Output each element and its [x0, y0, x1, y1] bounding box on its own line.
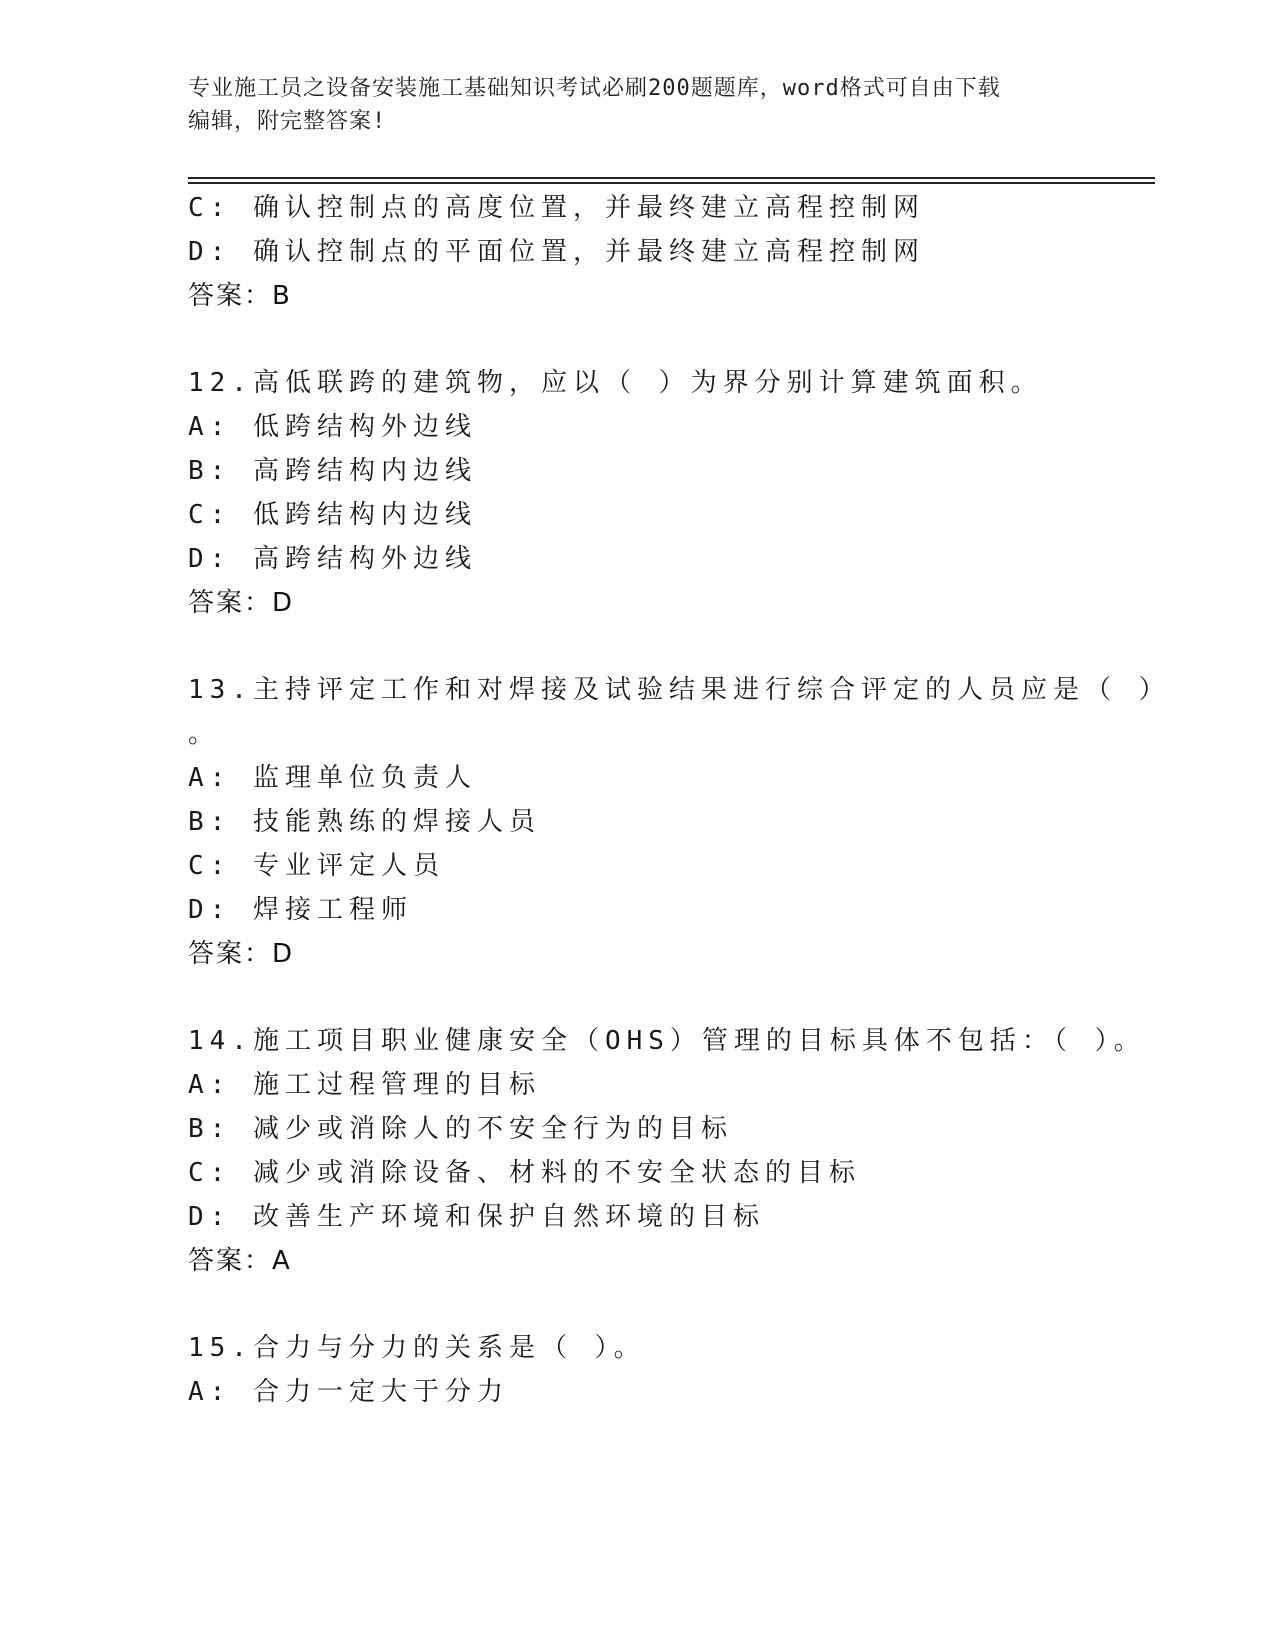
q14-option-d: D: 改善生产环境和保护自然环境的目标 — [188, 1202, 765, 1232]
q11-option-c: C: 确认控制点的高度位置，并最终建立高程控制网 — [188, 193, 925, 223]
q14-option-b: B: 减少或消除人的不安全行为的目标 — [188, 1114, 733, 1144]
q13-option-a: A: 监理单位负责人 — [188, 763, 477, 793]
q12-option-b: B: 高跨结构内边线 — [188, 456, 477, 486]
q13-option-d: D: 焊接工程师 — [188, 895, 413, 925]
q14-option-a: A: 施工过程管理的目标 — [188, 1070, 541, 1100]
header-divider-bottom — [188, 182, 1155, 184]
q13-option-c: C: 专业评定人员 — [188, 851, 445, 881]
q13-question-line-2: 。 — [188, 719, 221, 749]
q15-option-a: A: 合力一定大于分力 — [188, 1377, 509, 1407]
header-title-line-1: 专业施工员之设备安装施工基础知识考试必刷200题题库，word格式可自由下载 — [188, 76, 1001, 101]
q11-answer: 答案：B — [188, 281, 292, 311]
q13-answer: 答案：D — [188, 939, 295, 969]
header-title-line-2: 编辑，附完整答案! — [188, 109, 387, 134]
q12-option-d: D: 高跨结构外边线 — [188, 544, 477, 574]
q14-option-c: C: 减少或消除设备、材料的不安全状态的目标 — [188, 1158, 861, 1188]
q12-question: 12.高低联跨的建筑物，应以（ ）为界分别计算建筑面积。 — [188, 368, 1043, 398]
q12-option-a: A: 低跨结构外边线 — [188, 412, 477, 442]
q13-option-b: B: 技能熟练的焊接人员 — [188, 807, 541, 837]
q14-answer: 答案：A — [188, 1246, 292, 1276]
q11-option-d: D: 确认控制点的平面位置，并最终建立高程控制网 — [188, 237, 925, 267]
q15-question: 15.合力与分力的关系是（ ）。 — [188, 1333, 646, 1363]
q12-option-c: C: 低跨结构内边线 — [188, 500, 477, 530]
header-divider-top — [188, 177, 1155, 179]
q12-answer: 答案：D — [188, 588, 295, 618]
document-header — [188, 72, 1088, 138]
q14-question: 14.施工项目职业健康安全（OHS）管理的目标具体不包括：（ ）。 — [188, 1026, 1146, 1056]
q13-question-line-1: 13.主持评定工作和对焊接及试验结果进行综合评定的人员应是（ ） — [188, 675, 1171, 705]
